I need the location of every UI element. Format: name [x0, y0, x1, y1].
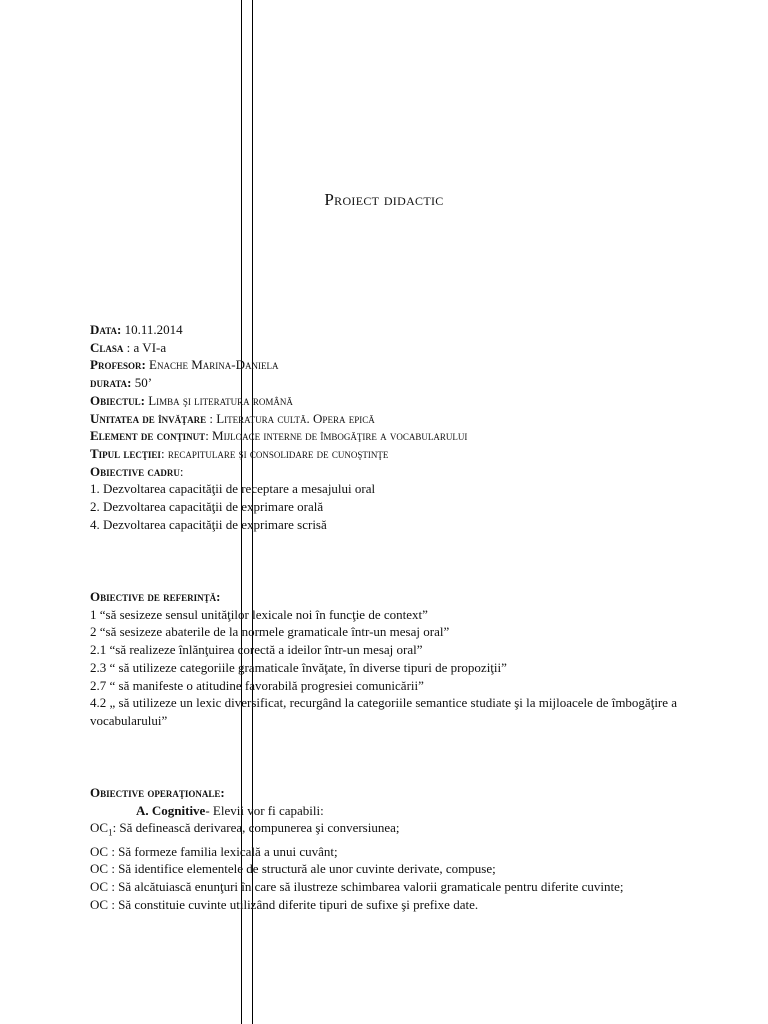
list-item: $OC_1$: Să definească derivarea, compunerea şi conversiunea; — [90, 820, 400, 838]
info-row-date: Data: 10.11.2014 — [90, 322, 183, 337]
document-title: Proiect didactic — [324, 190, 444, 209]
list-item: 2.3 “ să utilizeze categoriile gramaticale învăţate, în diverse tipuri de propoziţii” — [90, 659, 507, 675]
operational-objectives-heading: Obiective operaţionale: — [90, 785, 225, 800]
info-row-subject: Obiectul: Limba şi literatura română — [90, 392, 293, 408]
list-item: OC : Să constituie cuvinte utilizând diferite tipuri de sufixe şi prefixe date. — [90, 896, 479, 912]
list-item: 2. Dezvoltarea capacităţii de exprimare orală — [90, 499, 324, 515]
operational-objectives — [90, 784, 710, 914]
list-item: OC : Să alcătuiască enunţuri în care să ilustreze schimbarea valorii gramaticale pentru diferite cuvinte; — [90, 879, 624, 895]
reference-objectives-heading: Obiective de referinţă: — [90, 589, 221, 604]
info-row-lesson-type: Tipul lecţiei: recapitulare şi consolidare de cunoştinţe — [90, 445, 389, 461]
list-item: OC : Să identifice elementele de structură ale unor cuvinte derivate, compuse; — [90, 861, 496, 877]
list-item: 2.1 “să realizeze înlănţuirea corectă a ideilor într-un mesaj oral” — [90, 642, 423, 658]
list-item: 4. Dezvoltarea capacităţii de exprimare scrisă — [90, 516, 327, 532]
list-item: 2 “să sesizeze abaterile de la normele gramaticale într-un mesaj oral” — [90, 624, 450, 640]
list-item: 2.7 “ să manifeste o atitudine favorabilă progresiei comunicării” — [90, 677, 424, 693]
info-row-teacher: Profesor: Enache Marina-Daniela — [90, 357, 279, 373]
objectives-framework-heading: Obiective cadru: — [90, 463, 184, 479]
lesson-info — [90, 321, 710, 533]
list-item: OC : Să formeze familia lexicală a unui cuvânt; — [90, 843, 338, 859]
list-item: 1 “să sesizeze sensul unităţilor lexicale noi în funcţie de context” — [90, 606, 428, 622]
list-item: 4.2 „ să utilizeze un lexic diversificat, recurgând la categoriile semantice studiate şi la mijloacele de îmbogăţire a vocabularului” — [90, 695, 678, 728]
info-row-content: Element de conţinut: Mijloace interne de îmbogăţire a vocabularului — [90, 428, 468, 444]
info-row-unit: Unitatea de învăţare : Literatura cultă. Opera epică — [90, 410, 375, 426]
list-item: 1. Dezvoltarea capacităţii de receptare a mesajului oral — [90, 481, 376, 497]
cognitive-subheading: A. Cognitive- Elevii vor fi capabili: — [136, 802, 324, 818]
info-row-duration: durata: 50’ — [90, 375, 153, 391]
info-row-class: Clasa : a VI-a — [90, 339, 167, 355]
reference-objectives — [90, 588, 710, 730]
